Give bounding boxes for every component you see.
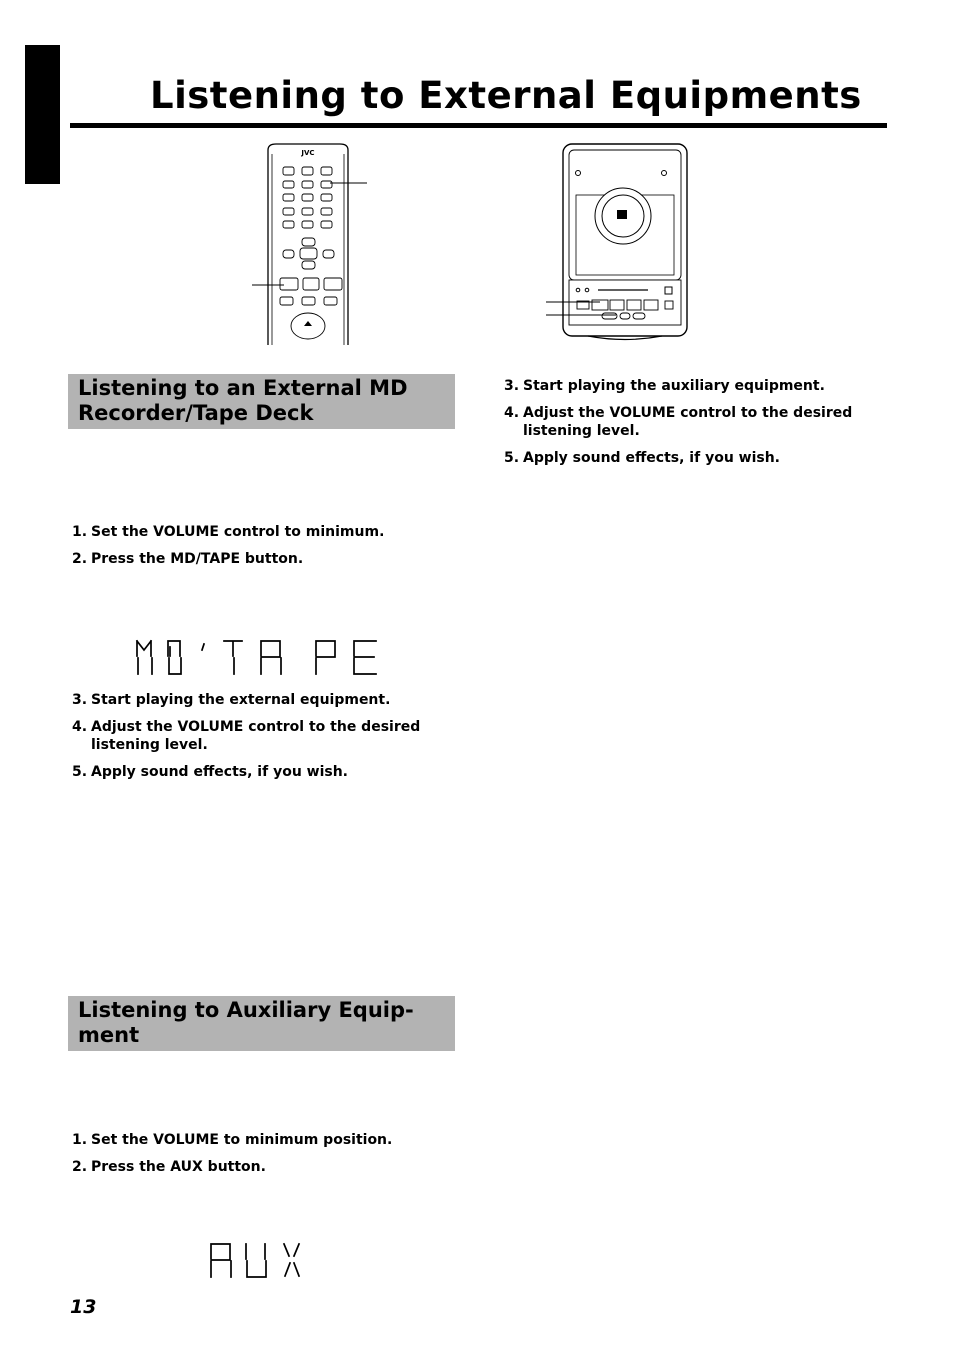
title-rule xyxy=(70,123,887,128)
aux-step-2: 2. Press the AUX button. xyxy=(72,1159,266,1175)
md-step-5: 5. Apply sound effects, if you wish. xyxy=(72,764,349,780)
md-step-4: 4. Adjust the VOLUME control to the desired listening level. xyxy=(72,719,421,753)
md-step-3: 3. Start playing the external equipment. xyxy=(72,692,391,708)
main-unit-illustration xyxy=(540,140,695,345)
aux-steps-first xyxy=(72,1131,462,1185)
display-md-tape xyxy=(132,638,382,678)
remote-control-illustration xyxy=(250,140,375,346)
md-steps-second xyxy=(72,691,462,790)
aux-steps-second xyxy=(504,377,889,476)
aux-step-1: 1. Set the VOLUME to minimum position. xyxy=(72,1132,393,1148)
md-steps-first xyxy=(72,523,462,577)
md-step-1: 1. Set the VOLUME control to minimum. xyxy=(72,524,385,540)
remote-brand-label: JVC xyxy=(301,149,315,157)
section-heading-md-tape xyxy=(68,374,455,429)
section-heading-aux xyxy=(68,996,455,1051)
md-step-2: 2. Press the MD/TAPE button. xyxy=(72,551,304,567)
page-title: Listening to External Equipments xyxy=(150,74,862,117)
section-aux-heading: Listening to Auxiliary Equip-ment xyxy=(78,998,414,1047)
aux-step-3: 3. Start playing the auxiliary equipment. xyxy=(504,378,825,394)
display-aux xyxy=(206,1241,306,1281)
page-number: 13 xyxy=(70,1296,97,1318)
aux-step-4: 4. Adjust the VOLUME control to the desired listening level. xyxy=(504,405,853,439)
aux-step-5: 5. Apply sound effects, if you wish. xyxy=(504,450,781,466)
language-side-tab xyxy=(25,45,60,184)
section-md-heading: Listening to an External MD Recorder/Tape Deck xyxy=(78,376,408,425)
